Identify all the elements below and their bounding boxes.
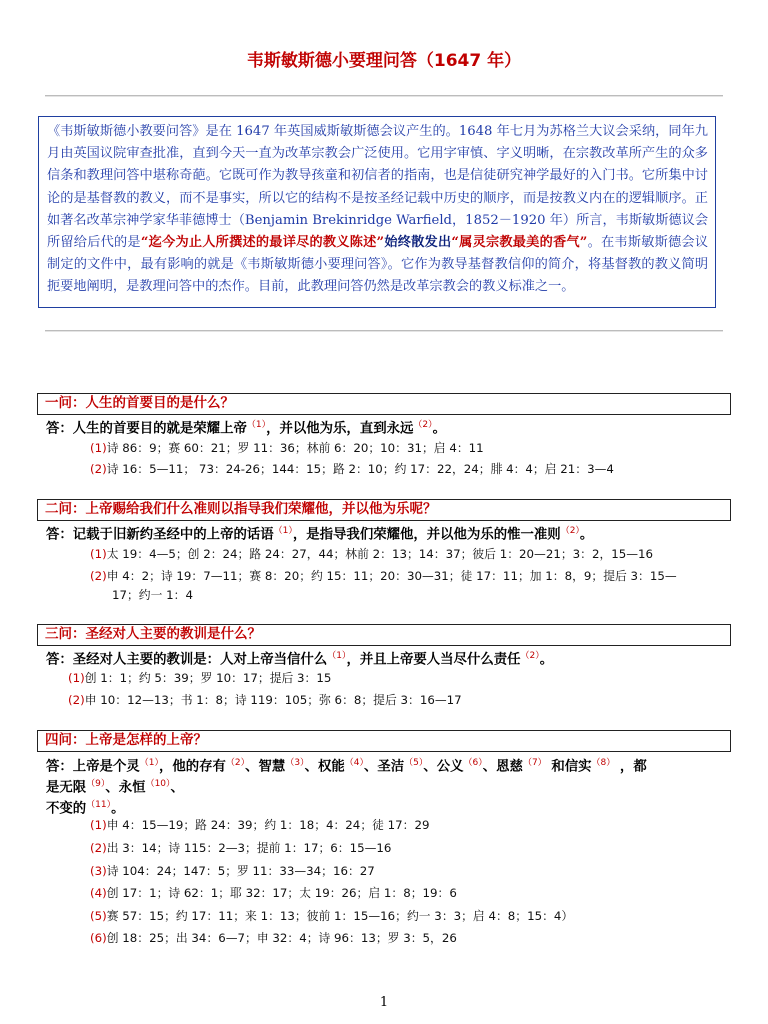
answer-text: 。 (579, 527, 594, 543)
answer-text: 、恩慈 (482, 759, 523, 775)
footnote-marker: （8） (591, 758, 616, 768)
reference-number: (6) (90, 931, 107, 945)
reference-text: 创 17：1；诗 62：1；耶 32：17；太 19：26；启 1：8；19：6 (106, 886, 457, 900)
reference-text: 出 3：14；诗 115：2—3；提前 1：17；6：15—16 (106, 841, 392, 855)
reference-number: (2) (90, 569, 107, 583)
answer-text: 答：人生的首要目的就是荣耀上帝 (46, 421, 247, 437)
intro-text-5: 。它作为教导基督教信仰的简介，将基督教的教义简明扼要地阐明，是教理问答中的杰作。目前，此教理问答仍然是改革宗教会的教义标准之一。 (47, 257, 709, 295)
reference-text: 创 1：1；约 5：39；罗 10：17；提后 3：15 (84, 671, 332, 685)
reference-text: 创 18：25；出 34：6—7；申 32：4；诗 96：13；罗 3：5，26 (106, 931, 457, 945)
footnote-marker: （4） (344, 758, 364, 768)
reference-number: (1) (68, 671, 85, 685)
answer-text: 答：上帝是个灵 (46, 759, 140, 775)
reference-line (90, 906, 573, 926)
reference-text: 申 4：2；诗 19：7—11；赛 8：20；约 15：11；20：30—31；徒 17：11；加 1：8，9；提后 3：15— (106, 569, 677, 583)
reference-line (90, 838, 391, 858)
reference-line (90, 815, 429, 835)
reference-line (68, 690, 462, 710)
reference-number: (1) (90, 441, 107, 455)
reference-number: (2) (68, 693, 85, 707)
reference-line (90, 459, 614, 479)
answer-text: 、智慧 (245, 759, 286, 775)
answer-text: 、权能 (304, 759, 345, 775)
reference-text: 17；约一 1：4 (112, 588, 193, 602)
answer-text: ，都 (615, 759, 647, 775)
answer-text: 、公义 (423, 759, 464, 775)
footnote-marker: （10） (145, 779, 171, 789)
answer-text: 答：记载于旧新约圣经中的上帝的话语 (46, 527, 274, 543)
footnote-marker: （1） (246, 420, 267, 430)
reference-text: 申 4：15—19；路 24：39；约 1：18；4：24；徒 17：29 (106, 818, 430, 832)
question-3-box (37, 624, 731, 646)
reference-text: 申 10：12—13；书 1：8；诗 119：105；弥 6：8；提后 3：16—17 (84, 693, 462, 707)
question-4-text: 四问：上帝是怎样的上帝？ (45, 732, 207, 748)
reference-line (90, 566, 677, 586)
footnote-marker: （5） (404, 758, 424, 768)
answer-text: 。 (432, 421, 447, 437)
answer-text: 是无限 (46, 780, 87, 796)
answer-text: 答：圣经对人主要的教训是：人对上帝当信什么 (46, 652, 328, 668)
question-1-box (37, 393, 731, 415)
answer-2 (46, 521, 722, 545)
answer-text: 、 (170, 780, 184, 796)
footnote-marker: （3） (285, 758, 305, 768)
intro-text: 《韦斯敏斯德小教要问答》是在 1647 年英国威斯敏斯德会议产生的。1648 年七月为苏格兰大议会采纳，同年九月由英国议院审查批准，直到今天一直为改革宗教会广泛使用。它用字审慎、字义明晰，在宗教改革所产生的众多信条和教理问答中堪称奇葩。它既可作为教导孩童和初信者的指南，也是信徒研究神学最好的入门书。它所集中讨论的是基督教的教义，而不是事实，所以它的结构不是按圣经记载中历史的顺序，而是按教义内在的逻辑顺序。正如著名改革宗神学家华菲德博士（ (47, 124, 708, 228)
answer-3 (46, 646, 722, 670)
question-2-box (37, 499, 731, 521)
reference-number: (1) (90, 547, 107, 561)
reference-text: 赛 57：15；约 17：11；来 1：13；彼前 1：15—16；约一 3：3；启 4：8；15：4） (106, 909, 574, 923)
reference-number: (1) (90, 818, 107, 832)
intro-box (38, 116, 716, 308)
reference-line (68, 668, 331, 688)
answer-text: ，是指导我们荣耀他，并以他为乐的惟一准则 (292, 527, 561, 543)
divider-middle (45, 330, 723, 332)
footnote-marker: （2） (413, 420, 433, 430)
divider-top (45, 95, 723, 97)
answer-text: 。 (539, 652, 554, 668)
reference-text: 诗 104：24；147：5；罗 11：33—34；16：27 (106, 864, 375, 878)
answer-1 (46, 415, 722, 439)
reference-number: (5) (90, 909, 107, 923)
answer-text: ，并以他为乐，直到永远 (266, 421, 414, 437)
footnote-marker: （2） (560, 526, 580, 536)
answer-text: 、永恒 (105, 780, 146, 796)
reference-number: (2) (90, 462, 107, 476)
question-1-text: 一问：人生的首要目的是什么？ (45, 395, 234, 411)
reference-number: (2) (90, 841, 107, 855)
question-3-text: 三问：圣经对人主要的教训是什么？ (45, 626, 261, 642)
question-4-box (37, 730, 731, 752)
reference-line-continued (112, 585, 193, 605)
document-title: 韦斯敏斯德小要理问答（1647 年） (246, 51, 522, 71)
footnote-marker: （9） (86, 779, 106, 789)
footnote-marker: （7） (522, 758, 547, 768)
reference-line (90, 861, 375, 881)
footnote-marker: （2） (520, 651, 540, 661)
reference-line (90, 544, 653, 564)
footnote-marker: （1） (139, 758, 159, 768)
quote-2: “属灵宗教最美的香气” (451, 235, 588, 251)
reference-line (90, 928, 457, 948)
answer-text: 、圣洁 (363, 759, 405, 775)
question-2-text: 二问：上帝赐给我们什么准则以指导我们荣耀他，并以他为乐呢？ (45, 501, 437, 517)
answer-text: ，并且上帝要人当尽什么责任 (346, 652, 521, 668)
reference-line (90, 438, 484, 458)
footnote-marker: （1） (273, 526, 293, 536)
footnote-marker: （11） (86, 800, 112, 810)
answer-text: 不变的 (46, 801, 87, 817)
reference-text: 诗 16：5—11； 73：24-26；144：15；路 2：10；约 17：22，24；腓 4：4；启 21：3—4 (106, 462, 614, 476)
catechism-name: 《韦斯敏斯德小要理问答》 (233, 257, 388, 273)
footnote-marker: （6） (463, 758, 483, 768)
reference-text: 诗 86：9；赛 60：21；罗 11：36；林前 6：20；10：31；启 4：11 (106, 441, 484, 455)
intro-text-2: ）所言，韦斯敏斯德议会所留给后代的是 (47, 212, 709, 251)
reference-number: (4) (90, 886, 107, 900)
footnote-marker: （1） (327, 651, 347, 661)
reference-line (90, 883, 457, 903)
reference-number: (3) (90, 864, 107, 878)
reference-text: 太 19：4—5；创 2：24；路 24：27，44；林前 2：13；14：37；彼后 1：20—21；3：2，15—16 (106, 547, 654, 561)
quote-1: “迄今为止人所撰述的最详尽的教义陈述” (140, 235, 385, 251)
answer-text: 。 (111, 801, 125, 817)
footnote-marker: （2） (225, 758, 246, 768)
warfield-name: Benjamin Brekinridge Warfield，1852－1920 年 (244, 212, 563, 228)
answer-text: 和信实 (546, 759, 592, 775)
intro-text-4: 。在韦斯敏斯德会议制定的文件中，最有影响的就是 (47, 235, 709, 273)
answer-text: ，他的存有 (158, 759, 226, 775)
page-number: 1 (379, 995, 389, 1010)
intro-text-3: 始终散发出 (384, 235, 452, 251)
